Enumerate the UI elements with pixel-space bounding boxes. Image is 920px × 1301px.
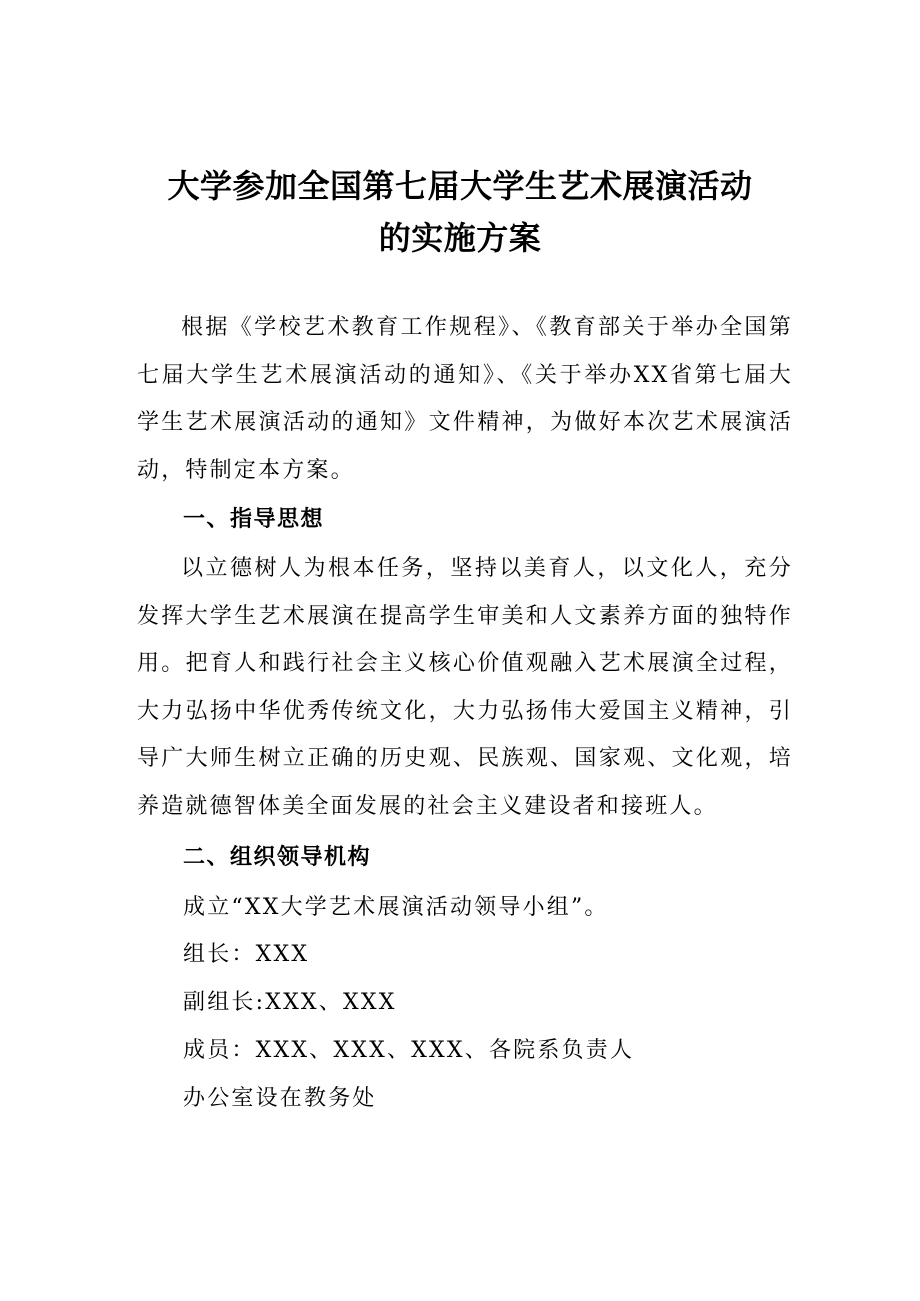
section-heading-guiding-ideology: 一、指导思想 [183,507,325,532]
leadership-line-deputy: 副组长:XXX、XXX [183,990,397,1015]
document-title-line-1: 大学参加全国第七届大学生艺术展演活动 [167,167,753,205]
guiding-ideology-paragraph: 以立德树人为根本任务，坚持以美育人，以文化人，充分发挥大学生艺术展演在提高学生审美和人文素养方面的独特作用。把育人和践行社会主义核心价值观融入艺术展演全过程，大力弘扬中华优秀传统文化，大力弘扬伟大爱国主义精神，引导广大师生树立正确的历史观、民族观、国家观、文化观，培养造就德智体美全面发展的社会主义建设者和接班人。 [137,556,793,819]
guiding-ideology-block [137,545,793,830]
section-heading-leadership: 二、组织领导机构 [183,845,372,870]
leadership-line-office: 办公室设在教务处 [183,1086,377,1111]
leadership-line-members: 成员：XXX、XXX、XXX、各院系负责人 [183,1038,635,1063]
intro-paragraph: 根据《学校艺术教育工作规程》、《教育部关于举办全国第七届大学生艺术展演活动的通知》、《关于举办XX省第七届大学生艺术展演活动的通知》文件精神，为做好本次艺术展演活动，特制定本方案。 [137,315,793,483]
document-title-line-2: 的实施方案 [378,219,542,257]
leadership-line-group: 成立“XX大学艺术展演活动领导小组”。 [183,895,609,920]
leadership-line-leader: 组长：XXX [183,942,310,967]
intro-paragraph-block [137,304,793,494]
